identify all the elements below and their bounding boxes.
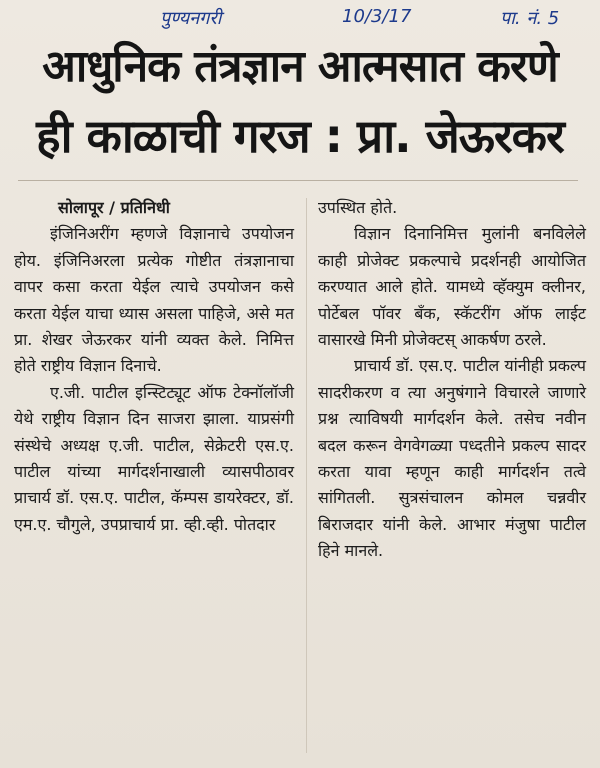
article-paragraph: प्राचार्य डॉ. एस.ए. पाटील यांनीही प्रकल्प सादरीकरण व त्या अनुषंगाने विचारले जाणारे प्रश्न त्याविषयी मार्गदर्शन केले. तसेच नवीन बदल करून वेगवेगळ्या पध्दतीने प्रकल्प सादर करता यावा म्हणून काही मार्गदर्शन तत्वे सांगितली. सुत्रसंचालन कोमल चन्नवीर बिराजदार यांनी केले. आभार मंजुषा पाटील हिने मानले. xyxy=(318,356,586,561)
article-paragraph: विज्ञान दिनानिमित्त मुलांनी बनविलेले काही प्रोजेक्ट प्रकल्पाचे प्रदर्शनही आयोजित करण्यात आले होते. यामध्ये व्हॅक्युम क्लीनर, पोर्टेबल पॉवर बँक, स्कॅटरींग ऑफ लाईट वासारखे मिनी प्रोजेक्टस् आकर्षण ठरले. xyxy=(318,224,586,350)
byline: सोलापूर / प्रतिनिधी xyxy=(58,198,170,217)
handwritten-page: पा. नं. 5 xyxy=(500,8,560,29)
article-paragraph: उपस्थित होते. xyxy=(318,198,398,217)
column-divider xyxy=(306,198,307,753)
article-column-left xyxy=(14,195,294,538)
article-column-right xyxy=(318,195,586,565)
headline-line-2: ही काळाची गरज : प्रा. जेऊरकर xyxy=(36,109,564,163)
headline-divider xyxy=(18,180,578,181)
handwritten-annotation xyxy=(150,6,590,34)
handwritten-date: 10/3/17 xyxy=(342,6,412,27)
headline-line-1: आधुनिक तंत्रज्ञान आत्मसात करणे xyxy=(42,41,558,92)
article-paragraph: इंजिनिअरींग म्हणजे विज्ञानाचे उपयोजन होय. इंजिनिअरला प्रत्येक गोष्टीत तंत्रज्ञानाचा वापर कसा करता येईल त्याचे उपयोजन कसे करता येईल याचा ध्यास असला पाहिजे, असे मत प्रा. शेखर जेऊरकर यांनी व्यक्त केले. निमित्त होते राष्ट्रीय विज्ञान दिनाचे. xyxy=(14,224,294,376)
handwritten-source: पुण्यनगरी xyxy=(160,8,222,29)
article-paragraph: ए.जी. पाटील इन्स्टिट्यूट ऑफ टेक्नॉलॉजी येथे राष्ट्रीय विज्ञान दिन साजरा झाला. याप्रसंगी संस्थेचे अध्यक्ष ए.जी. पाटील, सेक्रेटरी एस.ए. पाटील यांच्या मार्गदर्शनाखाली व्यासपीठावर प्राचार्य डॉ. एस.ए. पाटील, कॅम्पस डायरेक्टर, डॉ. एम.ए. चौगुले, उपप्राचार्य प्रा. व्ही.व्ही. पोतदार xyxy=(14,382,294,534)
